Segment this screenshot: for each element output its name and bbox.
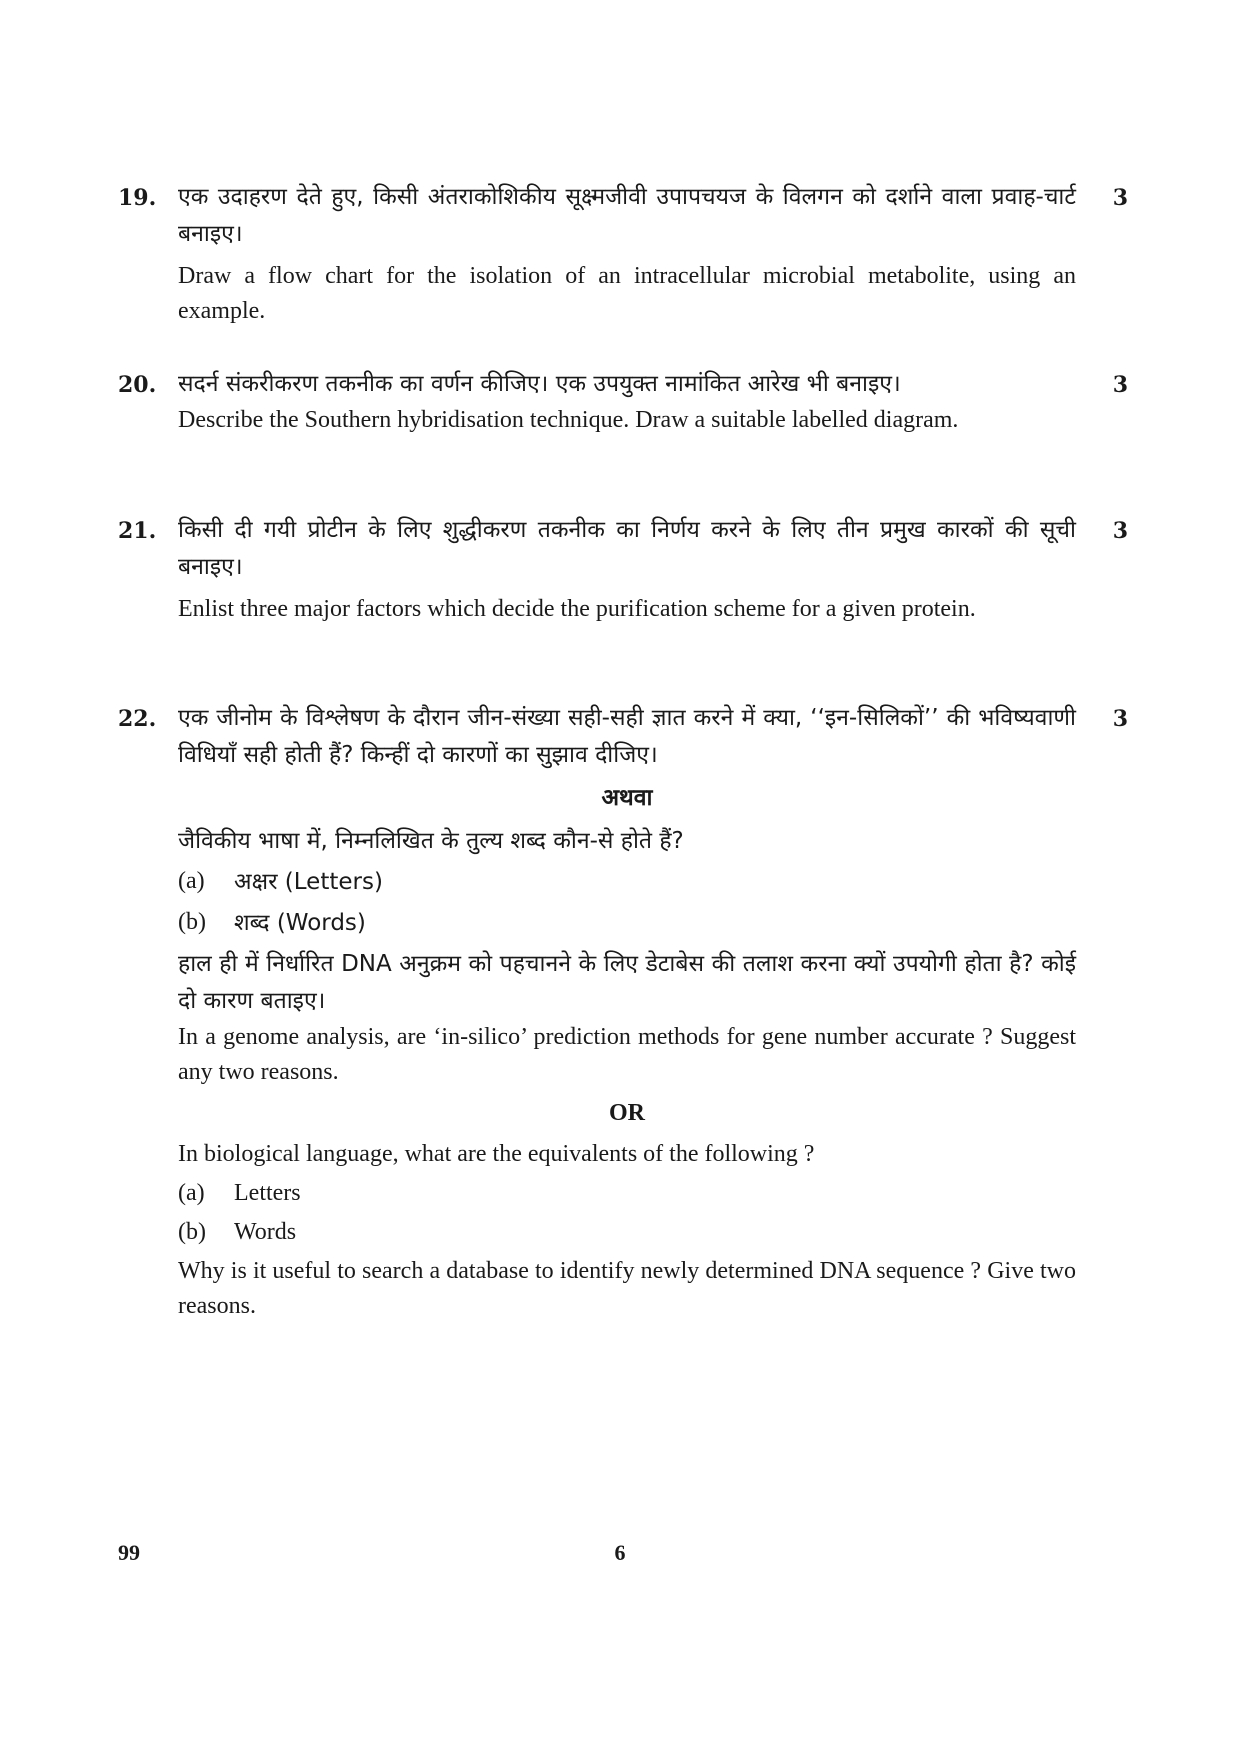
option-label: (b) [178, 909, 206, 935]
option-a-english [178, 1176, 1076, 1211]
paper-code: 99 [118, 1540, 140, 1565]
alt-hindi-end: हाल ही में निर्धारित DNA अनुक्रम को पहचानने के लिए डेटाबेस की तलाश करना क्यों उपयोगी होता है? कोई दो कारण बताइए। [178, 951, 1076, 1014]
option-label: (b) [178, 1219, 206, 1245]
question-number: 22. [118, 706, 157, 732]
question-marks: 3 [1112, 706, 1128, 732]
question-english-text: Describe the Southern hybridisation technique. Draw a suitable labelled diagram. [178, 407, 959, 433]
page-number: 6 [614, 1540, 626, 1565]
or-hindi: अथवा [601, 785, 653, 811]
question-hindi-text: एक जीनोम के विश्लेषण के दौरान जीन-संख्या सही-सही ज्ञात करने में क्या, ‘‘इन-सिलिकों’’ की भविष्यवाणी विधियाँ सही होती हैं? किन्हीं दो कारणों का सुझाव दीजिए। [178, 705, 1076, 768]
question-number: 21. [118, 518, 157, 544]
option-text: Words [234, 1219, 297, 1245]
question-hindi-text: सदर्न संकरीकरण तकनीक का वर्णन कीजिए। एक उपयुक्त नामांकित आरेख भी बनाइए। [178, 371, 901, 397]
option-a-hindi [178, 864, 1076, 901]
option-label: (a) [178, 868, 205, 894]
option-text: Letters [234, 1180, 301, 1206]
question-number: 20. [118, 372, 157, 398]
option-text: शब्द (Words) [234, 910, 366, 936]
question-english-text: In a genome analysis, are ‘in-silico’ prediction methods for gene number accurate ? Suggest any two reasons. [178, 1024, 1076, 1085]
question-hindi-text: एक उदाहरण देते हुए, किसी अंतराकोशिकीय सूक्ष्मजीवी उपापचयज के विलगन को दर्शाने वाला प्रवाह-चार्ट बनाइए। [178, 184, 1076, 247]
question-marks: 3 [1112, 518, 1128, 544]
alt-hindi-intro: जैविकीय भाषा में, निम्नलिखित के तुल्य शब्द कौन-से होते हैं? [178, 828, 684, 854]
question-number: 19. [118, 185, 157, 211]
alt-english-intro: In biological language, what are the equivalents of the following ? [178, 1141, 815, 1167]
alt-english-end: Why is it useful to search a database to identify newly determined DNA sequence ? Give two reasons. [178, 1258, 1076, 1319]
question-hindi-text: किसी दी गयी प्रोटीन के लिए शुद्धीकरण तकनीक का निर्णय करने के लिए तीन प्रमुख कारकों की सूची बनाइए। [178, 517, 1076, 580]
question-marks: 3 [1112, 185, 1128, 211]
option-b-hindi [178, 905, 1076, 942]
question-english-text: Draw a flow chart for the isolation of an intracellular microbial metabolite, using an example. [178, 263, 1076, 324]
option-label: (a) [178, 1180, 205, 1206]
option-b-english [178, 1215, 1076, 1250]
question-marks: 3 [1112, 372, 1128, 398]
option-text: अक्षर (Letters) [234, 869, 383, 895]
question-english-text: Enlist three major factors which decide the purification scheme for a given protein. [178, 596, 976, 622]
or-english: OR [609, 1100, 645, 1126]
